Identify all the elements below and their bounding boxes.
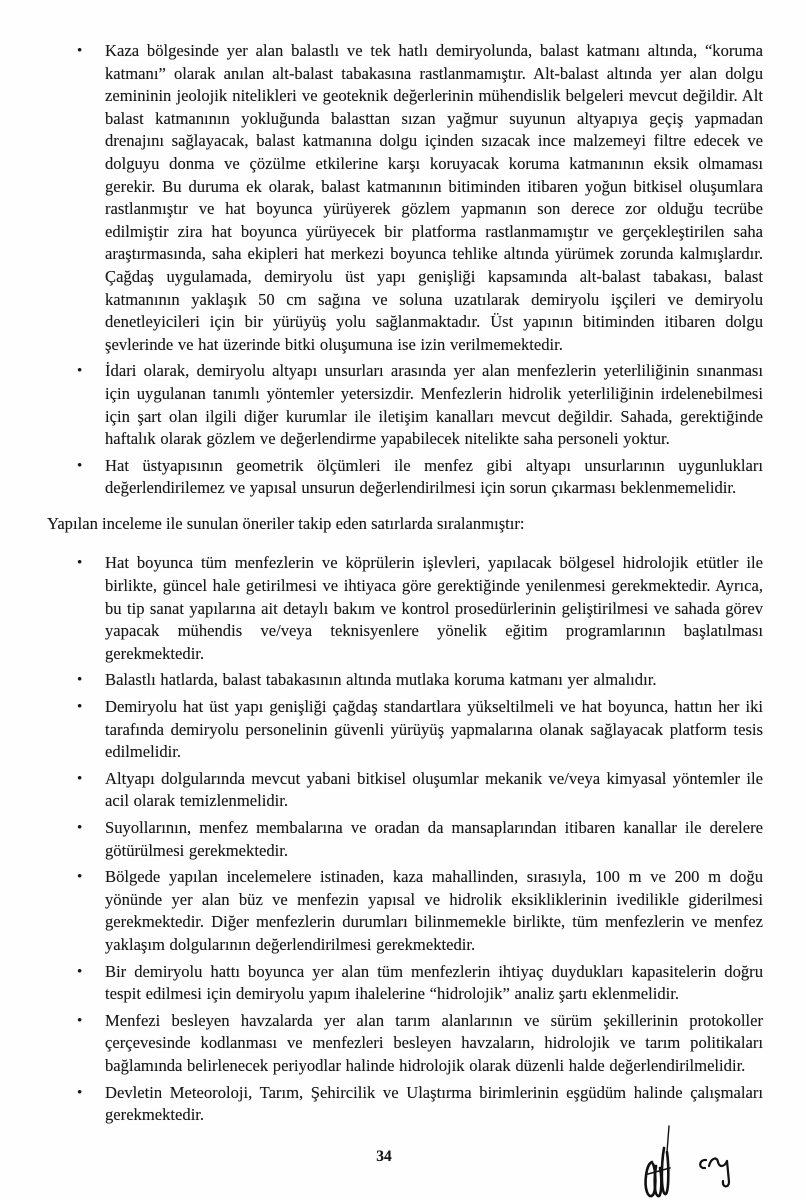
bullet-icon: •: [77, 672, 83, 689]
lead-paragraph: Yapılan inceleme ile sunulan öneriler takip eden satırlarda sıralanmıştır:: [47, 513, 525, 533]
list-item: [47, 360, 763, 450]
list-item-text: İdari olarak, demiryolu altyapı unsurları arasında yer alan menfezlerin yeterliliğinin sınanması için uygulanan tanımlı yöntemler yetersizdir. Menfezlerin hidrolik yeterliliğinin irdelenebilmesi için şart olan ilgili diğer kurumlar ile iletişim kanalları mevcut değildir. Sahada, gerektiğinde haftalık olarak gözlem ve değerlendirme yapabilecek nitelikte saha personeli yoktur.: [105, 361, 763, 449]
list-item: [47, 817, 763, 862]
bullet-icon: •: [77, 1012, 83, 1029]
recommendations-list: [47, 552, 763, 1126]
bullet-icon: •: [77, 363, 83, 380]
bullet-icon: •: [77, 457, 83, 474]
bullet-icon: •: [77, 1084, 83, 1101]
bullet-icon: •: [77, 869, 83, 886]
list-item: [47, 40, 763, 356]
list-item: [47, 768, 763, 813]
bullet-icon: •: [77, 770, 83, 787]
findings-list: [47, 40, 763, 500]
list-item-text: Altyapı dolgularında mevcut yabani bitkisel oluşumlar mekanik ve/veya kimyasal yöntemler ile acil olarak temizlenmelidir.: [105, 768, 763, 811]
page-number: 34: [376, 1148, 392, 1165]
list-item-text: Demiryolu hat üst yapı genişliği çağdaş standartlara yükseltilmeli ve hat boyunca, hattın her iki tarafında demiryolu personelinin güvenli yürüyüş yapmalarına olanak sağlayacak platform tesis edilmelidir.: [105, 697, 763, 762]
bullet-icon: •: [77, 43, 83, 59]
bullet-icon: •: [77, 699, 83, 716]
handwritten-initials-icon: [640, 1122, 688, 1200]
list-item-text: Menfezi besleyen havzalarda yer alan tarım alanlarının ve sürüm şekillerinin protokoller çerçevesinde kodlanması ve menfezleri besleyen havzaların, hidrolojik ve tarım politikaları bağlamında belirlenecek periyodlar halinde hidrolojik olarak düzenli halde değerlendirilmelidir.: [105, 1010, 763, 1075]
list-item-text: Bir demiryolu hattı boyunca yer alan tüm menfezlerin ihtiyaç duydukları kapasitelerin doğru tespit edilmesi için demiryolu yapım ihalelerine “hidrolojik” analiz şartı eklenmelidir.: [105, 961, 763, 1004]
page-content: [47, 40, 763, 1131]
list-item-text: Kaza bölgesinde yer alan balastlı ve tek hatlı demiryolunda, balast katmanı altında, “koruma katmanı” olarak anılan alt-balast tabakasına rastlanmamıştır. Alt-balast altında yer alan dolgu zemininin jeolojik nitelikleri ve geoteknik değerlerinin mühendislik belgeleri mevcut değildir. Alt balast katmanının yokluğunda balasttan sızan yağmur suyunun altyapıya geçiş yapmadan drenajını sağlayacak, balast katmanına dolgu içinden sızacak ince malzemeyi filtre edecek ve dolguyu donma ve çözülme etkilerine karşı koruyacak koruma katmanının eksik olmaması gerekir. Bu duruma ek olarak, balast katmanının bitiminden itibaren yoğun bitkisel oluşumlara rastlanmıştır ve hat boyunca yürüyerek gözlem yapmanın son derece zor olduğu tecrübe edilmiştir zira hat boyunca yürüyecek bir platforma rastlanmamıştır ve gerçekleştirilen saha araştırmasında, saha ekipleri hat merkezi boyunca tehlike altında yürümek zorunda kalmışlardır. Çağdaş uygulamada, demiryolu üst yapı genişliği kapsamında alt-balast tabakası, balast katmanının yaklaşık 50 cm sağına ve soluna uzatılarak demiryolu işçileri ve demiryolu denetleyicileri için bir yürüyüş yolu sağlanmaktadır. Üst yapının bitiminden itibaren dolgu şevlerinde ve hat üzerinde bitki oluşumuna ise izin verilmemektedir.: [105, 41, 763, 354]
list-item: [47, 1082, 763, 1127]
list-item-text: Devletin Meteoroloji, Tarım, Şehircilik ve Ulaştırma birimlerinin eşgüdüm halinde çalışmaları gerekmektedir.: [105, 1082, 763, 1125]
bullet-icon: •: [77, 555, 83, 572]
bullet-icon: •: [77, 963, 83, 980]
list-item: [47, 455, 763, 500]
list-item-text: Hat üstyapısının geometrik ölçümleri ile menfez gibi altyapı unsurlarının uygunlukları değerlendirilemez ve yapısal unsurun değerlendirilmesi için sorun çıkarması beklenmemelidir.: [105, 455, 763, 498]
bullet-icon: •: [77, 820, 83, 836]
list-item-text: Bölgede yapılan incelemelere istinaden, kaza mahallinden, sırasıyla, 100 m ve 200 m doğu yönünde yer alan büz ve menfezin yapısal ve hidrolik eksikliklerinin ivedilikle giderilmesi gerekmektedir. Diğer menfezlerin durumları bilinmemekle birlikte, tüm menfezlerin ve menfez yaklaşım dolgularının değerlendirilmesi gerekmektedir.: [105, 867, 763, 954]
list-item-text: Balastlı hatlarda, balast tabakasının altında mutlaka koruma katmanı yer almalıdır.: [105, 670, 657, 690]
list-item: [47, 696, 763, 764]
list-item: [47, 961, 763, 1006]
list-item-text: Suyollarının, menfez membalarına ve oradan da mansaplarından itibaren kanallar ile derelere götürülmesi gerekmektedir.: [105, 818, 763, 860]
list-item-text: Hat boyunca tüm menfezlerin ve köprülerin işlevleri, yapılacak bölgesel hidrolojik etütler ile birlikte, güncel hale getirilmesi ve ihtiyaca göre gerektiğinde yenilenmesi gerekmektedir. Ayrıca, bu tip sanat yapılarına ait detaylı bakım ve kontrol prosedürlerinin geliştirilmesi ve sahada görev yapacak mühendis ve/veya teknisyenlere yönelik eğitim programlarının başlatılması gerekmektedir.: [105, 553, 763, 663]
list-item: [47, 866, 763, 956]
handwritten-flourish-icon: [696, 1150, 748, 1199]
list-item: [47, 552, 763, 665]
list-item: [47, 1010, 763, 1078]
list-item: [47, 669, 763, 692]
